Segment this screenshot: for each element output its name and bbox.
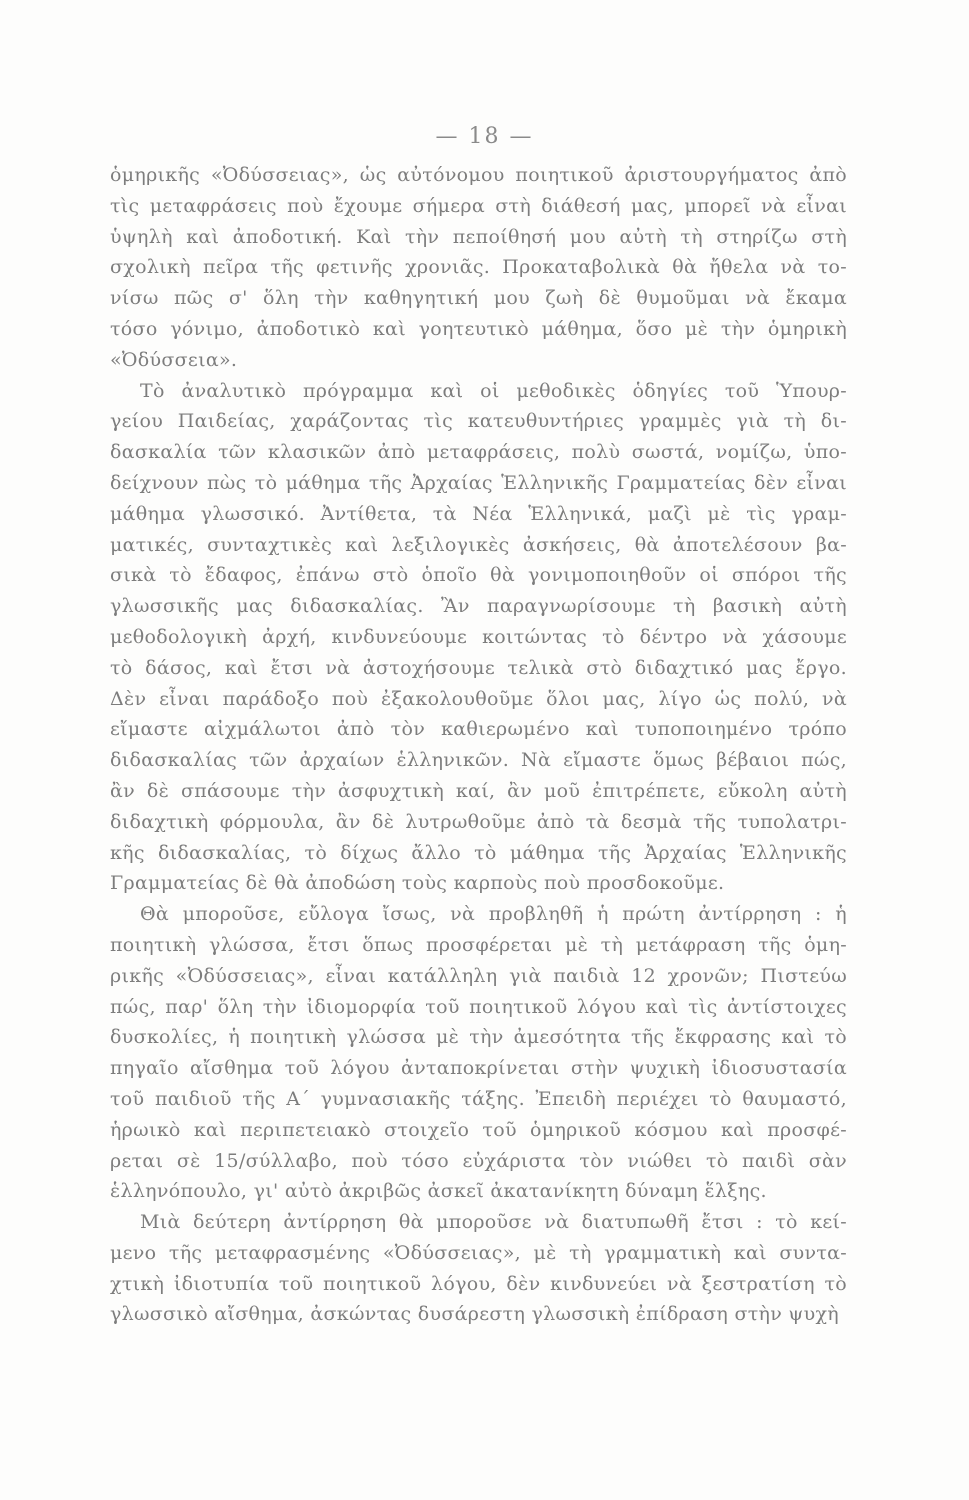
text-line: εἴμαστε αἰχμάλωτοι ἀπὸ τὸν καθιερωμένο καὶ τυποποιημένο τρόπο (110, 718, 847, 741)
text-line: ἑλληνόπουλο, γι' αὐτὸ ἀκριβῶς ἀσκεῖ ἀκατανίκητη δύναμη ἕλξης. (110, 1180, 767, 1203)
text-line: δασκαλία τῶν κλασικῶν ἀπὸ μεταφράσεις, πολὺ σωστά, νομίζω, ὑπο- (110, 441, 847, 464)
text-line: δείχνουν πὼς τὸ μάθημα τῆς Ἀρχαίας Ἑλληνικῆς Γραμματείας δὲν εἶναι (110, 471, 847, 494)
text-line: σχολικὴ πεῖρα τῆς φετινῆς χρονιᾶς. Προκαταβολικὰ θὰ ἤθελα νὰ το- (110, 256, 847, 279)
text-line: μεθοδολογικὴ ἀρχή, κινδυνεύουμε κοιτώντας τὸ δέντρο νὰ χάσουμε (110, 625, 847, 648)
text-line: ποιητικὴ γλώσσα, ἔτσι ὅπως προσφέρεται μὲ τὴ μετάφραση τῆς ὁμη- (110, 933, 847, 956)
text-line: ἡρωικὸ καὶ περιπετειακὸ στοιχεῖο τοῦ ὁμηρικοῦ κόσμου καὶ προσφέ- (110, 1118, 847, 1141)
text-line: Τὸ ἀναλυτικὸ πρόγραμμα καὶ οἱ μεθοδικὲς ὁδηγίες τοῦ Ὑπουρ- (140, 379, 847, 402)
text-line: ἂν δὲ σπάσουμε τὴν ἀσφυχτικὴ καί, ἂν μοῦ ἐπιτρέπετε, εὔκολη αὐτὴ (110, 779, 847, 802)
page-number: — 18 — (435, 124, 534, 149)
text-line: μενο τῆς μεταφρασμένης «Ὀδύσσειας», μὲ τὴ γραμματικὴ καὶ συντα- (110, 1241, 847, 1264)
text-line: Θὰ μποροῦσε, εὔλογα ἴσως, νὰ προβληθῆ ἡ πρώτη ἀντίρρηση : ἡ (140, 903, 847, 926)
text-line: διδασκαλίας τῶν ἀρχαίων ἑλληνικῶν. Νὰ εἴμαστε ὅμως βέβαιοι πώς, (110, 749, 847, 772)
text-line: Μιὰ δεύτερη ἀντίρρηση θὰ μποροῦσε νὰ διατυπωθῆ ἔτσι : τὸ κεί- (140, 1211, 847, 1234)
text-line: χτικὴ ἰδιοτυπία τοῦ ποιητικοῦ λόγου, δὲν κινδυνεύει νὰ ξεστρατίση τὸ (110, 1272, 847, 1295)
text-line: δυσκολίες, ἡ ποιητικὴ γλώσσα μὲ τὴν ἀμεσότητα τῆς ἔκφρασης καὶ τὸ (110, 1026, 847, 1049)
text-line: τόσο γόνιμο, ἀποδοτικὸ καὶ γοητευτικὸ μάθημα, ὅσο μὲ τὴν ὁμηρικὴ (110, 317, 847, 340)
text-line: Γραμματείας δὲ θὰ ἀποδώση τοὺς καρποὺς ποὺ προσδοκοῦμε. (110, 872, 725, 895)
text-line: ὑψηλὴ καὶ ἀποδοτική. Καὶ τὴν πεποίθησή μου αὐτὴ τὴ στηρίζω στὴ (110, 225, 847, 248)
text-line: τὸ δάσος, καὶ ἔτσι νὰ ἀστοχήσουμε τελικὰ στὸ διδαχτικό μας ἔργο. (110, 656, 847, 679)
text-line: πηγαῖο αἴσθημα τοῦ λόγου ἀνταποκρίνεται στὴν ψυχικὴ ἰδιοσυστασία (110, 1057, 847, 1080)
text-line: Δὲν εἶναι παράδοξο ποὺ ἐξακολουθοῦμε ὅλοι μας, λίγο ὡς πολύ, νὰ (110, 687, 847, 710)
text-line: ρεται σὲ 15/σύλλαβο, ποὺ τόσο εὐχάριστα τὸν νιώθει τὸ παιδὶ σὰν (110, 1149, 847, 1172)
text-line: ματικές, συνταχτικὲς καὶ λεξιλογικὲς ἀσκήσεις, θὰ ἀποτελέσουν βα- (110, 533, 847, 556)
text-line: διδαχτικὴ φόρμουλα, ἂν δὲ λυτρωθοῦμε ἀπὸ τὰ δεσμὰ τῆς τυπολατρι- (110, 810, 847, 833)
text-line: πώς, παρ' ὅλη τὴν ἰδιομορφία τοῦ ποιητικοῦ λόγου καὶ τὶς ἀντίστοιχες (110, 995, 847, 1018)
text-line: «Ὀδύσσεια». (110, 348, 238, 371)
text-line: γείου Παιδείας, χαράζοντας τὶς κατευθυντήριες γραμμὲς γιὰ τὴ δι- (110, 410, 847, 433)
text-line: μάθημα γλωσσικό. Ἀντίθετα, τὰ Νέα Ἑλληνικά, μαζὶ μὲ τὶς γραμ- (110, 502, 847, 525)
text-line: σικὰ τὸ ἔδαφος, ἐπάνω στὸ ὁποῖο θὰ γονιμοποιηθοῦν οἱ σπόροι τῆς (110, 564, 847, 587)
text-line: νίσω πῶς σ' ὅλη τὴν καθηγητική μου ζωὴ δὲ θυμοῦμαι νὰ ἔκαμα (110, 287, 847, 310)
text-line: τοῦ παιδιοῦ τῆς Α΄ γυμνασιακῆς τάξης. Ἐπειδὴ περιέχει τὸ θαυμαστό, (110, 1087, 847, 1110)
text-line: ρικῆς «Ὀδύσσειας», εἶναι κατάλληλη γιὰ παιδιὰ 12 χρονῶν; Πιστεύω (110, 964, 847, 987)
text-line: κῆς διδασκαλίας, τὸ δίχως ἄλλο τὸ μάθημα τῆς Ἀρχαίας Ἑλληνικῆς (110, 841, 847, 864)
text-line: τὶς μεταφράσεις ποὺ ἔχουμε σήμερα στὴ διάθεσή μας, μπορεῖ νὰ εἶναι (110, 194, 847, 217)
body-text (110, 160, 847, 1330)
text-line: γλωσσικῆς μας διδασκαλίας. Ἂν παραγνωρίσουμε τὴ βασικὴ αὐτὴ (110, 595, 847, 618)
text-line: ὁμηρικῆς «Ὀδύσσειας», ὡς αὐτόνομου ποιητικοῦ ἀριστουργήματος ἀπὸ (110, 164, 847, 186)
text-line: γλωσσικὸ αἴσθημα, ἀσκώντας δυσάρεστη γλωσσικὴ ἐπίδραση στὴν ψυχὴ (110, 1303, 839, 1326)
